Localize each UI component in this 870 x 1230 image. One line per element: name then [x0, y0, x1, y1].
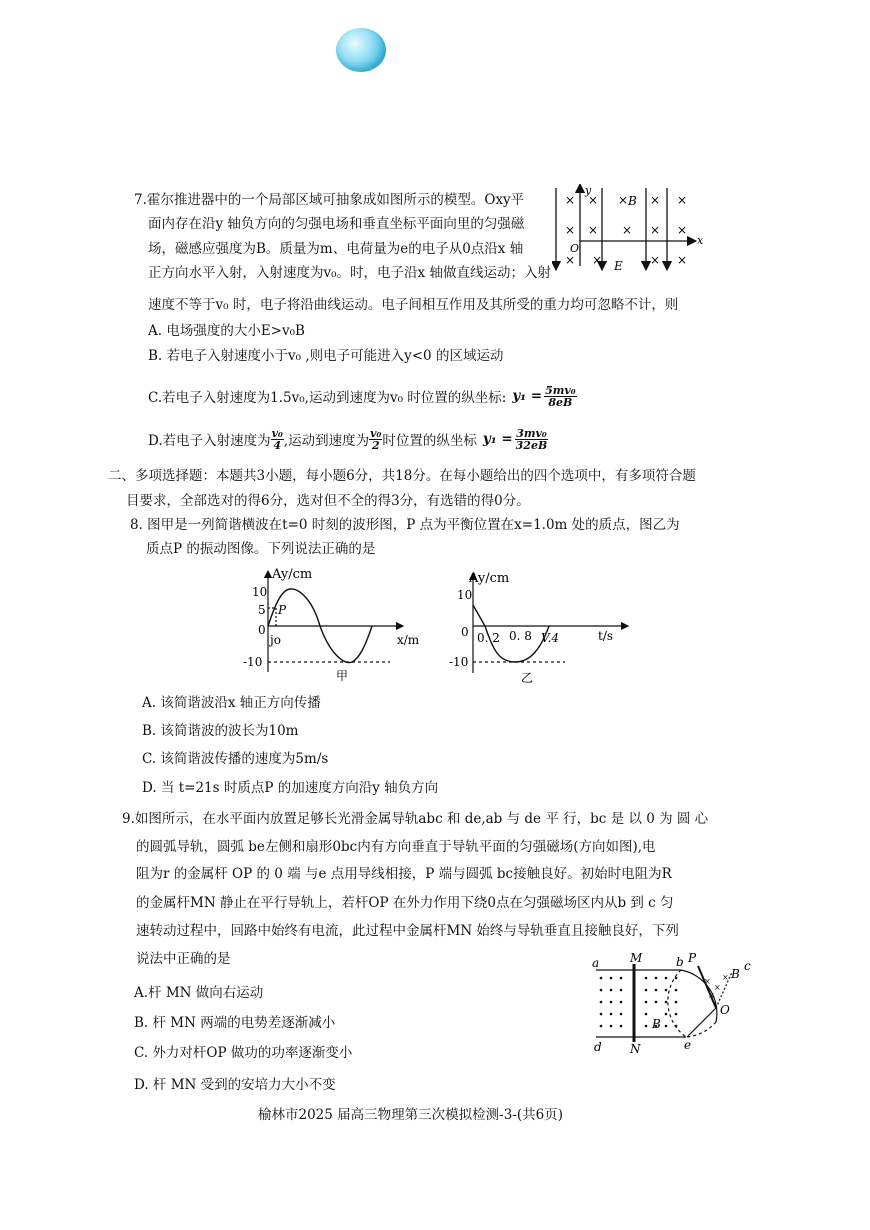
q9-label-b-field: B — [731, 967, 740, 981]
q9-label-e: e — [684, 1038, 692, 1052]
q9-option-a: A.杆 MN 做向右运动 — [134, 985, 264, 1001]
q9-line-5: 速转动过程中，回路中始终有电流，此过程中金属杆MN 始终与导轨垂直且接触良好，下列 — [136, 923, 679, 939]
q7-line-5: 速度不等于v₀ 时，电子将沿曲线运动。电子间相互作用及其所受的重力均可忽略不计，则 — [148, 297, 679, 313]
q9-line-2: 的圆弧导轨，圆弧 be左侧和扇形0bc内有方向垂直于导轨平面的匀强磁场(方向如图),电 — [136, 839, 656, 855]
q8-line-2: 质点P 的振动图像。下列说法正确的是 — [146, 541, 376, 557]
q8a-caption: 甲 — [336, 669, 349, 683]
q8a-origin: jo — [270, 633, 281, 647]
q8a-tick-0: 0 — [258, 623, 266, 637]
svg-text:×: × — [650, 193, 661, 207]
section2-header-line-1: 二、多项选择题：本题共3小题，每小题6分，共18分。在每小题给出的四个选项中，有多项符合题 — [108, 468, 696, 484]
q9-label-p: P — [688, 952, 697, 965]
q8b-caption: 乙 — [521, 671, 534, 685]
svg-text:×: × — [650, 253, 661, 267]
q9-option-c: C. 外力对杆OP 做功的功率逐渐变小 — [134, 1045, 353, 1061]
q8b-tick-02: 0. 2 — [477, 631, 500, 645]
svg-text:×: × — [618, 193, 629, 207]
q8b-tick-10: 10 — [457, 588, 473, 602]
q9-label-m: M — [630, 952, 643, 965]
q7-x-axis-label: x — [697, 234, 704, 247]
q8b-tick-neg10: -10 — [449, 655, 469, 669]
q7-origin-label: O — [570, 242, 580, 255]
svg-text:×: × — [708, 991, 715, 1000]
q7-b-label: B — [628, 194, 637, 208]
svg-text:×: × — [565, 223, 576, 237]
q8a-tick-10: 10 — [252, 585, 268, 599]
svg-text:×: × — [588, 193, 599, 207]
svg-text:×: × — [565, 253, 576, 267]
q7-field-diagram — [552, 184, 712, 274]
q7-line-4: 正方向水平入射，入射速度为v₀。时，电子沿x 轴做直线运动；入射 — [148, 265, 551, 281]
section2-header-line-2: 目要求，全部选对的得6分，选对但不全的得3分，有选错的得0分。 — [126, 493, 530, 509]
svg-text:×: × — [677, 223, 688, 237]
q9-line-6: 说法中正确的是 — [136, 951, 231, 967]
water-drop-logo — [336, 28, 386, 72]
q9-line-4: 的金属杆MN 静止在平行导轨上，若杆OP 在外力作用下绕0点在匀强磁场区内从b 到 c 匀 — [136, 895, 674, 911]
q9-field-dots — [600, 977, 678, 1028]
q7-option-b: B. 若电子入射速度小于v₀ ,则电子可能进入y<0 的区域运动 — [148, 348, 504, 364]
q9-label-b: b — [676, 955, 684, 969]
svg-text:×: × — [588, 223, 599, 237]
q7-line-3: 场，磁感应强度为B。质量为m、电荷量为e的电子从0点沿x 轴 — [148, 241, 524, 257]
page-footer: 榆林市2025 届高三物理第三次模拟检测-3-(共6页) — [258, 1107, 563, 1123]
q8b-tick-0: 0 — [461, 625, 469, 639]
q9-line-1: 9.如图所示，在水平面内放置足够长光滑金属导轨abc 和 de,ab 与 de 平 行，bc 是 以 0 为 圆 心 — [122, 811, 709, 827]
q7-option-a: A. 电场强度的大小E>v₀B — [148, 323, 305, 339]
q7-e-label: E — [614, 259, 623, 273]
q9-label-b-region: B — [652, 1017, 661, 1031]
q9-label-c: c — [744, 959, 751, 973]
q9-line-3: 阻为r 的金属杆 OP 的 0 端 与e 点用导线相接，P 端与圆弧 bc接触良好。初始时电阻为R — [136, 866, 672, 882]
q8-option-a: A. 该简谐波沿x 轴正方向传播 — [142, 695, 321, 711]
svg-text:×: × — [677, 253, 688, 267]
q9-label-a: a — [592, 956, 600, 970]
q8b-ylabel: Ay/cm — [469, 571, 510, 586]
q8-option-b: B. 该简谐波的波长为10m — [142, 723, 299, 739]
q8-vibration-graph — [445, 568, 630, 688]
svg-text:×: × — [622, 223, 633, 237]
q8-option-d: D. 当 t=21s 时质点P 的加速度方向沿y 轴负方向 — [142, 780, 439, 796]
q7-cross-marks — [565, 193, 687, 267]
q9-rail-diagram — [586, 952, 776, 1057]
svg-text:×: × — [565, 193, 576, 207]
q9-option-d: D. 杆 MN 受到的安培力大小不变 — [134, 1077, 336, 1093]
q8a-xlabel: x/m — [397, 633, 420, 647]
svg-text:×: × — [722, 973, 729, 982]
q8b-tick-14: V.4 — [541, 631, 560, 645]
q8-wave-graph — [240, 562, 430, 687]
q9-option-b: B. 杆 MN 两端的电势差逐渐减小 — [134, 1015, 336, 1031]
svg-text:×: × — [714, 983, 721, 992]
q9-label-o: O — [720, 1003, 730, 1017]
q7-option-c: C.若电子入射速度为1.5v₀,运动到速度为v₀ 时位置的纵坐标: y₁ = $\frac{\text{5mv₀}}{8eB}$ — [148, 383, 576, 409]
q8-line-1: 8. 图甲是一列简谐横波在t=0 时刻的波形图，P 点为平衡位置在x=1.0m 处的质点，图乙为 — [130, 517, 680, 533]
svg-text:×: × — [650, 223, 661, 237]
q8a-point-p: P — [278, 603, 287, 617]
q7-line-1: 7.霍尔推进器中的一个局部区域可抽象成如图所示的模型。Oxy平 — [134, 192, 525, 208]
q9-label-n: N — [630, 1042, 641, 1056]
q8b-tick-08: 0. 8 — [509, 629, 532, 643]
svg-text:×: × — [704, 977, 711, 986]
svg-text:×: × — [677, 193, 688, 207]
q8a-ylabel: Ay/cm — [272, 567, 313, 582]
q7-y-axis-label: y — [585, 184, 592, 197]
svg-text:×: × — [592, 253, 603, 267]
q8a-tick-neg10: -10 — [243, 655, 263, 669]
q8b-xlabel: t/s — [598, 629, 614, 643]
q8a-tick-5: 5 — [258, 603, 266, 617]
q7-line-2: 面内存在沿y 轴负方向的匀强电场和垂直坐标平面向里的匀强磁 — [148, 216, 525, 232]
q9-label-d: d — [594, 1040, 602, 1054]
q7-option-d: D.若电子入射速度为 $\frac{\text{v₀}}{4}$ ,运动到速度为 $\frac{\text{v₀}}{2}$ 时位置的纵坐标 y₁ = $\frac{\text{3mv₀}}{32eB}$ — [148, 426, 548, 452]
q8-option-c: C. 该简谐波传播的速度为5m/s — [142, 751, 329, 767]
